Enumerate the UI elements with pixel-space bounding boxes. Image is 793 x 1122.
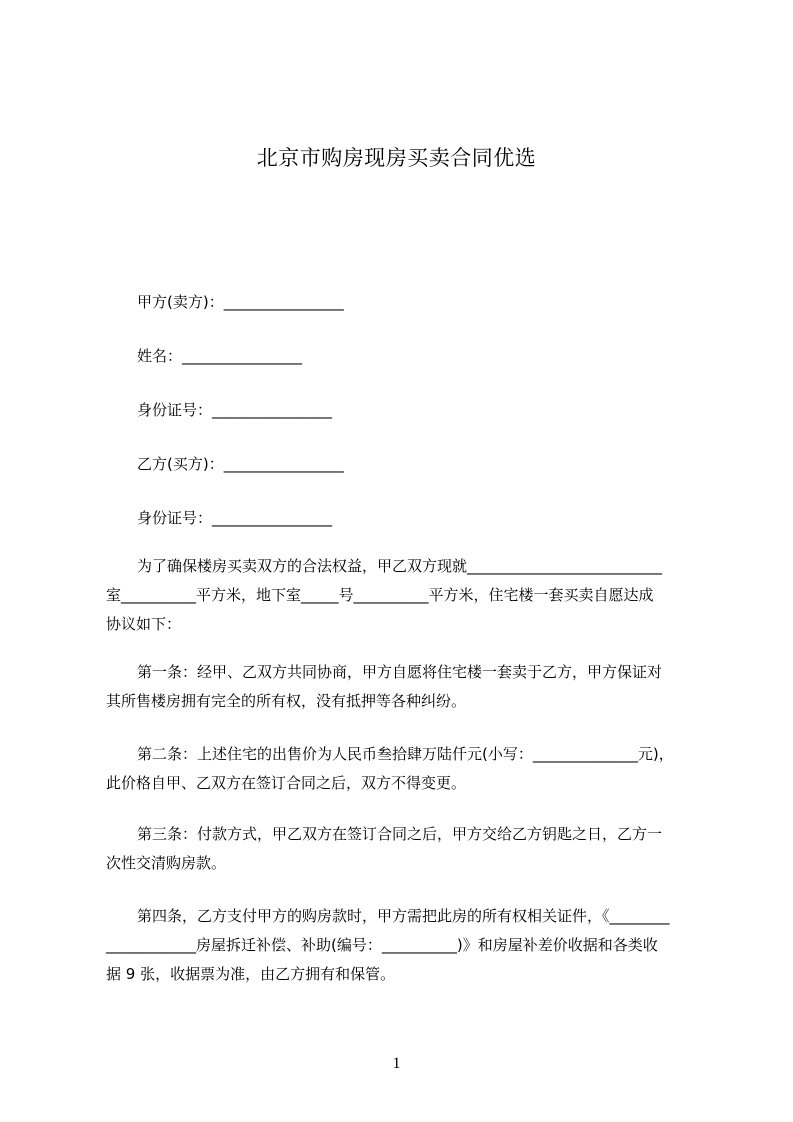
- article-4-paragraph: [106, 902, 706, 989]
- paragraph-line: 第二条：上述住宅的出售价为人民币叁拾肆万陆仟元(小写：______________元)，: [137, 745, 674, 763]
- intro-paragraph: [106, 552, 706, 639]
- paragraph-line: 据 9 张，收据票为准，由乙方拥有和保管。: [106, 965, 396, 983]
- paragraph-line: 室__________平方米，地下室_____号__________平方米，住宅楼一套买卖自愿达成: [106, 586, 654, 604]
- buyer-field: 乙方(买方)：________________: [137, 455, 344, 473]
- article-3-paragraph: [106, 820, 706, 878]
- name-field: 姓名：________________: [137, 347, 303, 365]
- buyer-id-field: 身份证号：________________: [137, 509, 333, 527]
- paragraph-line: 第一条：经甲、乙双方共同协商，甲方自愿将住宅楼一套卖于乙方，甲方保证对: [137, 663, 663, 681]
- paragraph-line: 第三条：付款方式，甲乙双方在签订合同之后，甲方交给乙方钥匙之日，乙方一: [137, 825, 663, 843]
- seller-field: 甲方(卖方)：________________: [137, 293, 344, 311]
- paragraph-line: 协议如下：: [106, 615, 182, 633]
- paragraph-line: 此价格自甲、乙双方在签订合同之后，双方不得变更。: [106, 774, 467, 792]
- paragraph-line: 第四条，乙方支付甲方的购房款时，甲方需把此房的所有权相关证件，《________: [137, 907, 670, 925]
- document-title: 北京市购房现房买卖合同优选: [256, 146, 537, 170]
- paragraph-line: 为了确保楼房买卖双方的合法权益，甲乙双方现就__________________________: [137, 557, 663, 575]
- paragraph-line: 次性交清购房款。: [106, 854, 227, 872]
- paragraph-line: 其所售楼房拥有完全的所有权，没有抵押等各种纠纷。: [106, 692, 467, 710]
- page-number: 1: [392, 1055, 401, 1072]
- article-2-paragraph: [106, 740, 706, 798]
- seller-id-field: 身份证号：________________: [137, 401, 333, 419]
- paragraph-line: ____________房屋拆迁补偿、补助(编号：__________)》和房屋补差价收据和各类收: [106, 936, 658, 954]
- article-1-paragraph: [106, 658, 706, 716]
